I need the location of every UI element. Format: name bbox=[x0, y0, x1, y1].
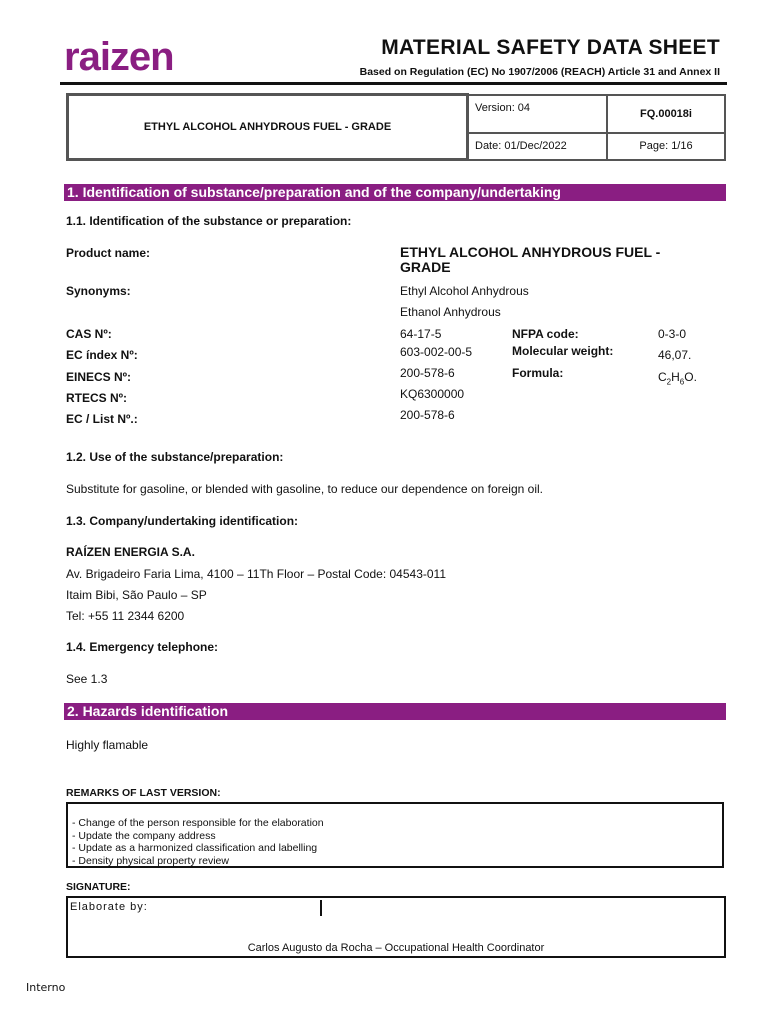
einecs-label: EINECS Nº: bbox=[66, 370, 132, 384]
synonym-2: Ethanol Anhydrous bbox=[400, 305, 501, 319]
product-name-value bbox=[400, 245, 660, 275]
subsection-1-3-heading: 1.3. Company/undertaking identification: bbox=[66, 514, 299, 528]
nfpa-label: NFPA code: bbox=[512, 327, 579, 341]
nfpa-value: 0-3-0 bbox=[658, 327, 687, 341]
product-name-line-2: GRADE bbox=[400, 259, 451, 275]
molecular-weight-value: 46,07. bbox=[658, 348, 692, 362]
formula-label: Formula: bbox=[512, 366, 564, 380]
signature-divider bbox=[320, 900, 322, 916]
hazards-text: Highly flamable bbox=[66, 738, 149, 752]
emergency-text: See 1.3 bbox=[66, 672, 108, 686]
product-name-line-1: ETHYL ALCOHOL ANHYDROUS FUEL - bbox=[400, 244, 661, 260]
formula-value bbox=[658, 370, 697, 386]
use-text: Substitute for gasoline, or blended with gasoline, to reduce our dependence on foreign oil. bbox=[66, 482, 543, 496]
remarks-box bbox=[66, 802, 724, 868]
formula-c: C bbox=[658, 370, 667, 384]
product-title: ETHYL ALCOHOL ANHYDROUS FUEL - GRADE bbox=[143, 121, 392, 133]
address-line-1: Av. Brigadeiro Faria Lima, 4100 – 11Th Floor – Postal Code: 04543-011 bbox=[66, 567, 446, 581]
document-subtitle: Based on Regulation (EC) No 1907/2006 (REACH) Article 31 and Annex II bbox=[359, 66, 720, 78]
rtecs-label: RTECS Nº: bbox=[66, 391, 128, 405]
subsection-1-2-heading: 1.2. Use of the substance/preparation: bbox=[66, 450, 284, 464]
footer-classification: Interno bbox=[26, 981, 66, 994]
subsection-1-4-heading: 1.4. Emergency telephone: bbox=[66, 640, 219, 654]
formula-sub-1: 2 bbox=[666, 377, 672, 387]
code-cell bbox=[607, 95, 725, 133]
version: Version: 04 bbox=[475, 101, 531, 114]
cas-value: 64-17-5 bbox=[400, 327, 442, 341]
document-title: MATERIAL SAFETY DATA SHEET bbox=[381, 36, 720, 59]
date: Date: 01/Dec/2022 bbox=[475, 140, 567, 153]
page-number: Page: 1/16 bbox=[639, 140, 693, 153]
section-2-heading: 2. Hazards identification bbox=[64, 703, 726, 720]
formula-o: O. bbox=[684, 370, 697, 384]
header-rule bbox=[60, 82, 727, 85]
ec-index-value: 603-002-00-5 bbox=[400, 345, 473, 359]
subsection-1-1-heading: 1.1. Identification of the substance or preparation: bbox=[66, 214, 352, 228]
date-cell bbox=[468, 133, 608, 160]
molecular-weight-label: Molecular weight: bbox=[512, 344, 614, 358]
signature-box bbox=[66, 896, 726, 958]
section-1-heading: 1. Identification of substance/preparation and of the company/undertaking bbox=[64, 184, 726, 201]
ec-index-label: EC índex Nº: bbox=[66, 348, 138, 362]
document-code: FQ.00018i bbox=[640, 107, 692, 120]
remark-item: - Change of the person responsible for the elaboration bbox=[72, 817, 324, 829]
logo-text: raizen bbox=[64, 36, 174, 79]
remark-item: - Update the company address bbox=[72, 829, 216, 842]
product-name-label: Product name: bbox=[66, 246, 151, 260]
formula-sub-2: 6 bbox=[679, 377, 685, 387]
remarks-heading: REMARKS OF LAST VERSION: bbox=[66, 787, 221, 799]
signature-heading: SIGNATURE: bbox=[66, 881, 131, 893]
rtecs-value: KQ6300000 bbox=[400, 387, 465, 401]
remark-item: - Density physical property review bbox=[72, 854, 229, 867]
cas-label: CAS Nº: bbox=[66, 327, 112, 341]
synonym-1: Ethyl Alcohol Anhydrous bbox=[400, 284, 529, 298]
remark-item: - Update as a harmonized classification and labelling bbox=[72, 842, 318, 854]
signer-name: Carlos Augusto da Rocha – Occupational Health Coordinator bbox=[247, 942, 545, 954]
elaborate-by-label: Elaborate by: bbox=[70, 901, 148, 913]
synonyms-label: Synonyms: bbox=[66, 284, 131, 298]
raizen-logo bbox=[62, 36, 202, 88]
product-title-cell bbox=[68, 95, 468, 160]
telephone: Tel: +55 11 2344 6200 bbox=[66, 609, 185, 623]
company-name: RAÍZEN ENERGIA S.A. bbox=[66, 545, 195, 559]
version-cell bbox=[468, 95, 608, 133]
einecs-value: 200-578-6 bbox=[400, 366, 455, 380]
ec-list-value: 200-578-6 bbox=[400, 408, 455, 422]
page-cell bbox=[607, 133, 725, 160]
document-info-table bbox=[66, 93, 726, 161]
address-line-2: Itaim Bibi, São Paulo – SP bbox=[66, 588, 207, 602]
formula-h: H bbox=[671, 370, 680, 384]
ec-list-label: EC / List Nº.: bbox=[66, 412, 138, 426]
